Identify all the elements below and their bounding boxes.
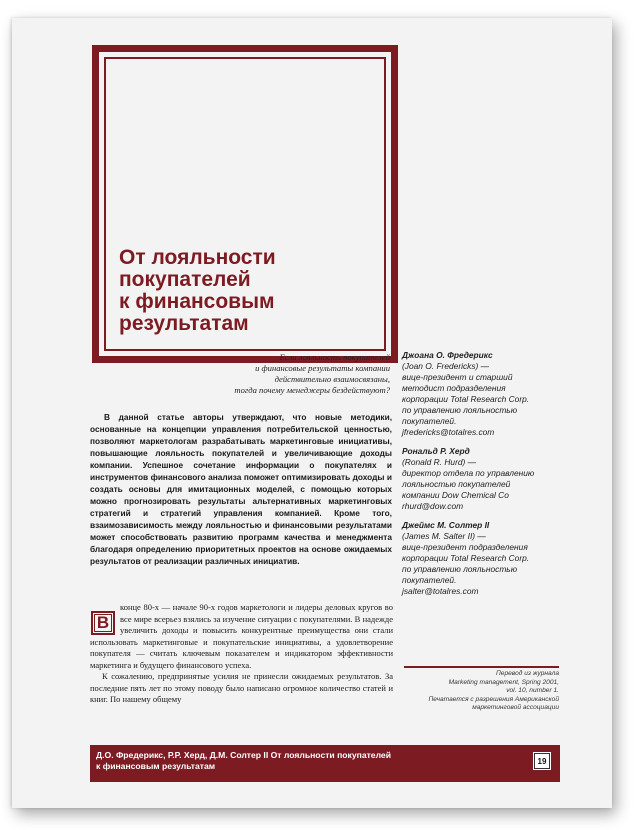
lead-quote-line: и финансовые результаты компании [255, 363, 390, 373]
title-line: к финансовым [119, 290, 275, 313]
author-info-line: компании Dow Chemical Co [402, 490, 509, 500]
translation-note [397, 670, 559, 713]
author-list [402, 350, 562, 605]
author-info-line: корпорации Total Research Corp. [402, 553, 530, 563]
body-paragraph: К сожалению, предпринятые усилия не принесли ожидаемых результатов. За последние пять лет по этому поводу было написано огромное количество статей и книг. По нашему общему [90, 671, 393, 704]
author-email: jfredericks@totalres.com [402, 427, 495, 437]
author-block [402, 446, 562, 512]
magazine-page [12, 18, 612, 808]
drop-cap [91, 611, 115, 635]
page-footer [90, 745, 560, 782]
title-line: покупателей [119, 268, 251, 291]
author-info-line: по управлению лояльностью [402, 564, 518, 574]
article-body [90, 602, 393, 706]
author-email: jsalter@totalres.com [402, 586, 479, 596]
author-block [402, 520, 562, 597]
author-info-line: вице-президент и старший [402, 372, 513, 382]
body-paragraph-text: конце 80-х — начале 90-х годов маркетологи и лидеры деловых кругов во все мире всерьез взялись за изучение ситуации с покупателями. В надежде увеличить доходы и повысить конкурентные преимущества они стали использовать маркетинговые и покупательские инициативы, а удовлетворение покупателя — считать ключевым показателем и индикатором эффективности маркетинга и будущего финансового успеха. [90, 602, 393, 670]
footer-title [96, 750, 506, 772]
title-frame [92, 45, 398, 363]
title-line: От лояльности [119, 246, 276, 269]
author-name: Джоана О. Фредерикс [402, 350, 493, 360]
footer-title-line: Д.О. Фредерикс, Р.Р. Херд, Д.М. Солтер II От лояльности покупателей [96, 750, 391, 760]
lead-quote-line: тогда почему менеджеры бездействуют? [234, 385, 390, 395]
author-info-line: покупателей. [402, 416, 457, 426]
author-email: rhurd@dow.com [402, 501, 464, 511]
author-block [402, 350, 562, 438]
translation-note-line: Печатается с разрешения Американской [428, 695, 559, 703]
author-name: Джеймс М. Солтер II [402, 520, 490, 530]
author-info-line: корпорации Total Research Corp. [402, 394, 530, 404]
author-info-line: по управлению лояльностью [402, 405, 518, 415]
translation-note-line: Marketing management, Spring 2001, [448, 678, 559, 686]
author-info-line: покупателей. [402, 575, 457, 585]
article-abstract: В данной статье авторы утверждают, что новые методики, основанные на концепции управления потребительской ценностью, позволяют маркетологам разрабатывать маркетинговые инициативы, повышающие лояльность покупателей и увеличивающие доходы компании. Успешное сочетание информации о покупателях и инструментов финансового анализа поможет оптимизировать доходы и создать основы для имитационных моделей, с помощью которых можно прогнозировать результаты альтернативных маркетинговых стратегий и стратегий управления компанией. Кроме того, взаимозависимость между лояльностью и финансовыми результатами может способствовать развитию программ качества и менеджмента благодаря определению приоритетных проектов на основе ожидаемых результатов от реализации различных инициатив. [90, 412, 392, 566]
article-title [119, 247, 374, 335]
author-info-line: директор отдела по управлению [402, 468, 535, 478]
drop-cap-letter: В [94, 614, 112, 632]
translation-note-line: vol. 10, number 1. [506, 687, 559, 695]
lead-quote-line: действительно взаимосвязаны, [274, 374, 390, 384]
translation-note-line: маркетинговой ассоциации [472, 704, 559, 712]
translation-note-line: Перевод из журнала [496, 670, 559, 677]
lead-quote [162, 352, 390, 396]
author-info-line: лояльностью покупателей [402, 479, 511, 489]
body-paragraph [90, 602, 393, 671]
title-line: результатам [119, 312, 249, 335]
author-info-line: (Ronald R. Hurd) — [402, 457, 477, 467]
author-info-line: (James M. Salter II) — [402, 531, 486, 541]
page-number: 19 [534, 753, 550, 769]
footer-title-line: к финансовым результатам [96, 761, 216, 771]
title-frame-inner [104, 57, 386, 351]
page-number-box [532, 751, 552, 771]
author-info-line: методист подразделения [402, 383, 506, 393]
author-name: Рональд Р. Херд [402, 446, 470, 456]
divider-rule [404, 666, 559, 668]
lead-quote-line: Если лояльность покупателей [279, 352, 390, 362]
author-info-line: вице-президент подразделения [402, 542, 528, 552]
author-info-line: (Joan O. Fredericks) — [402, 361, 490, 371]
